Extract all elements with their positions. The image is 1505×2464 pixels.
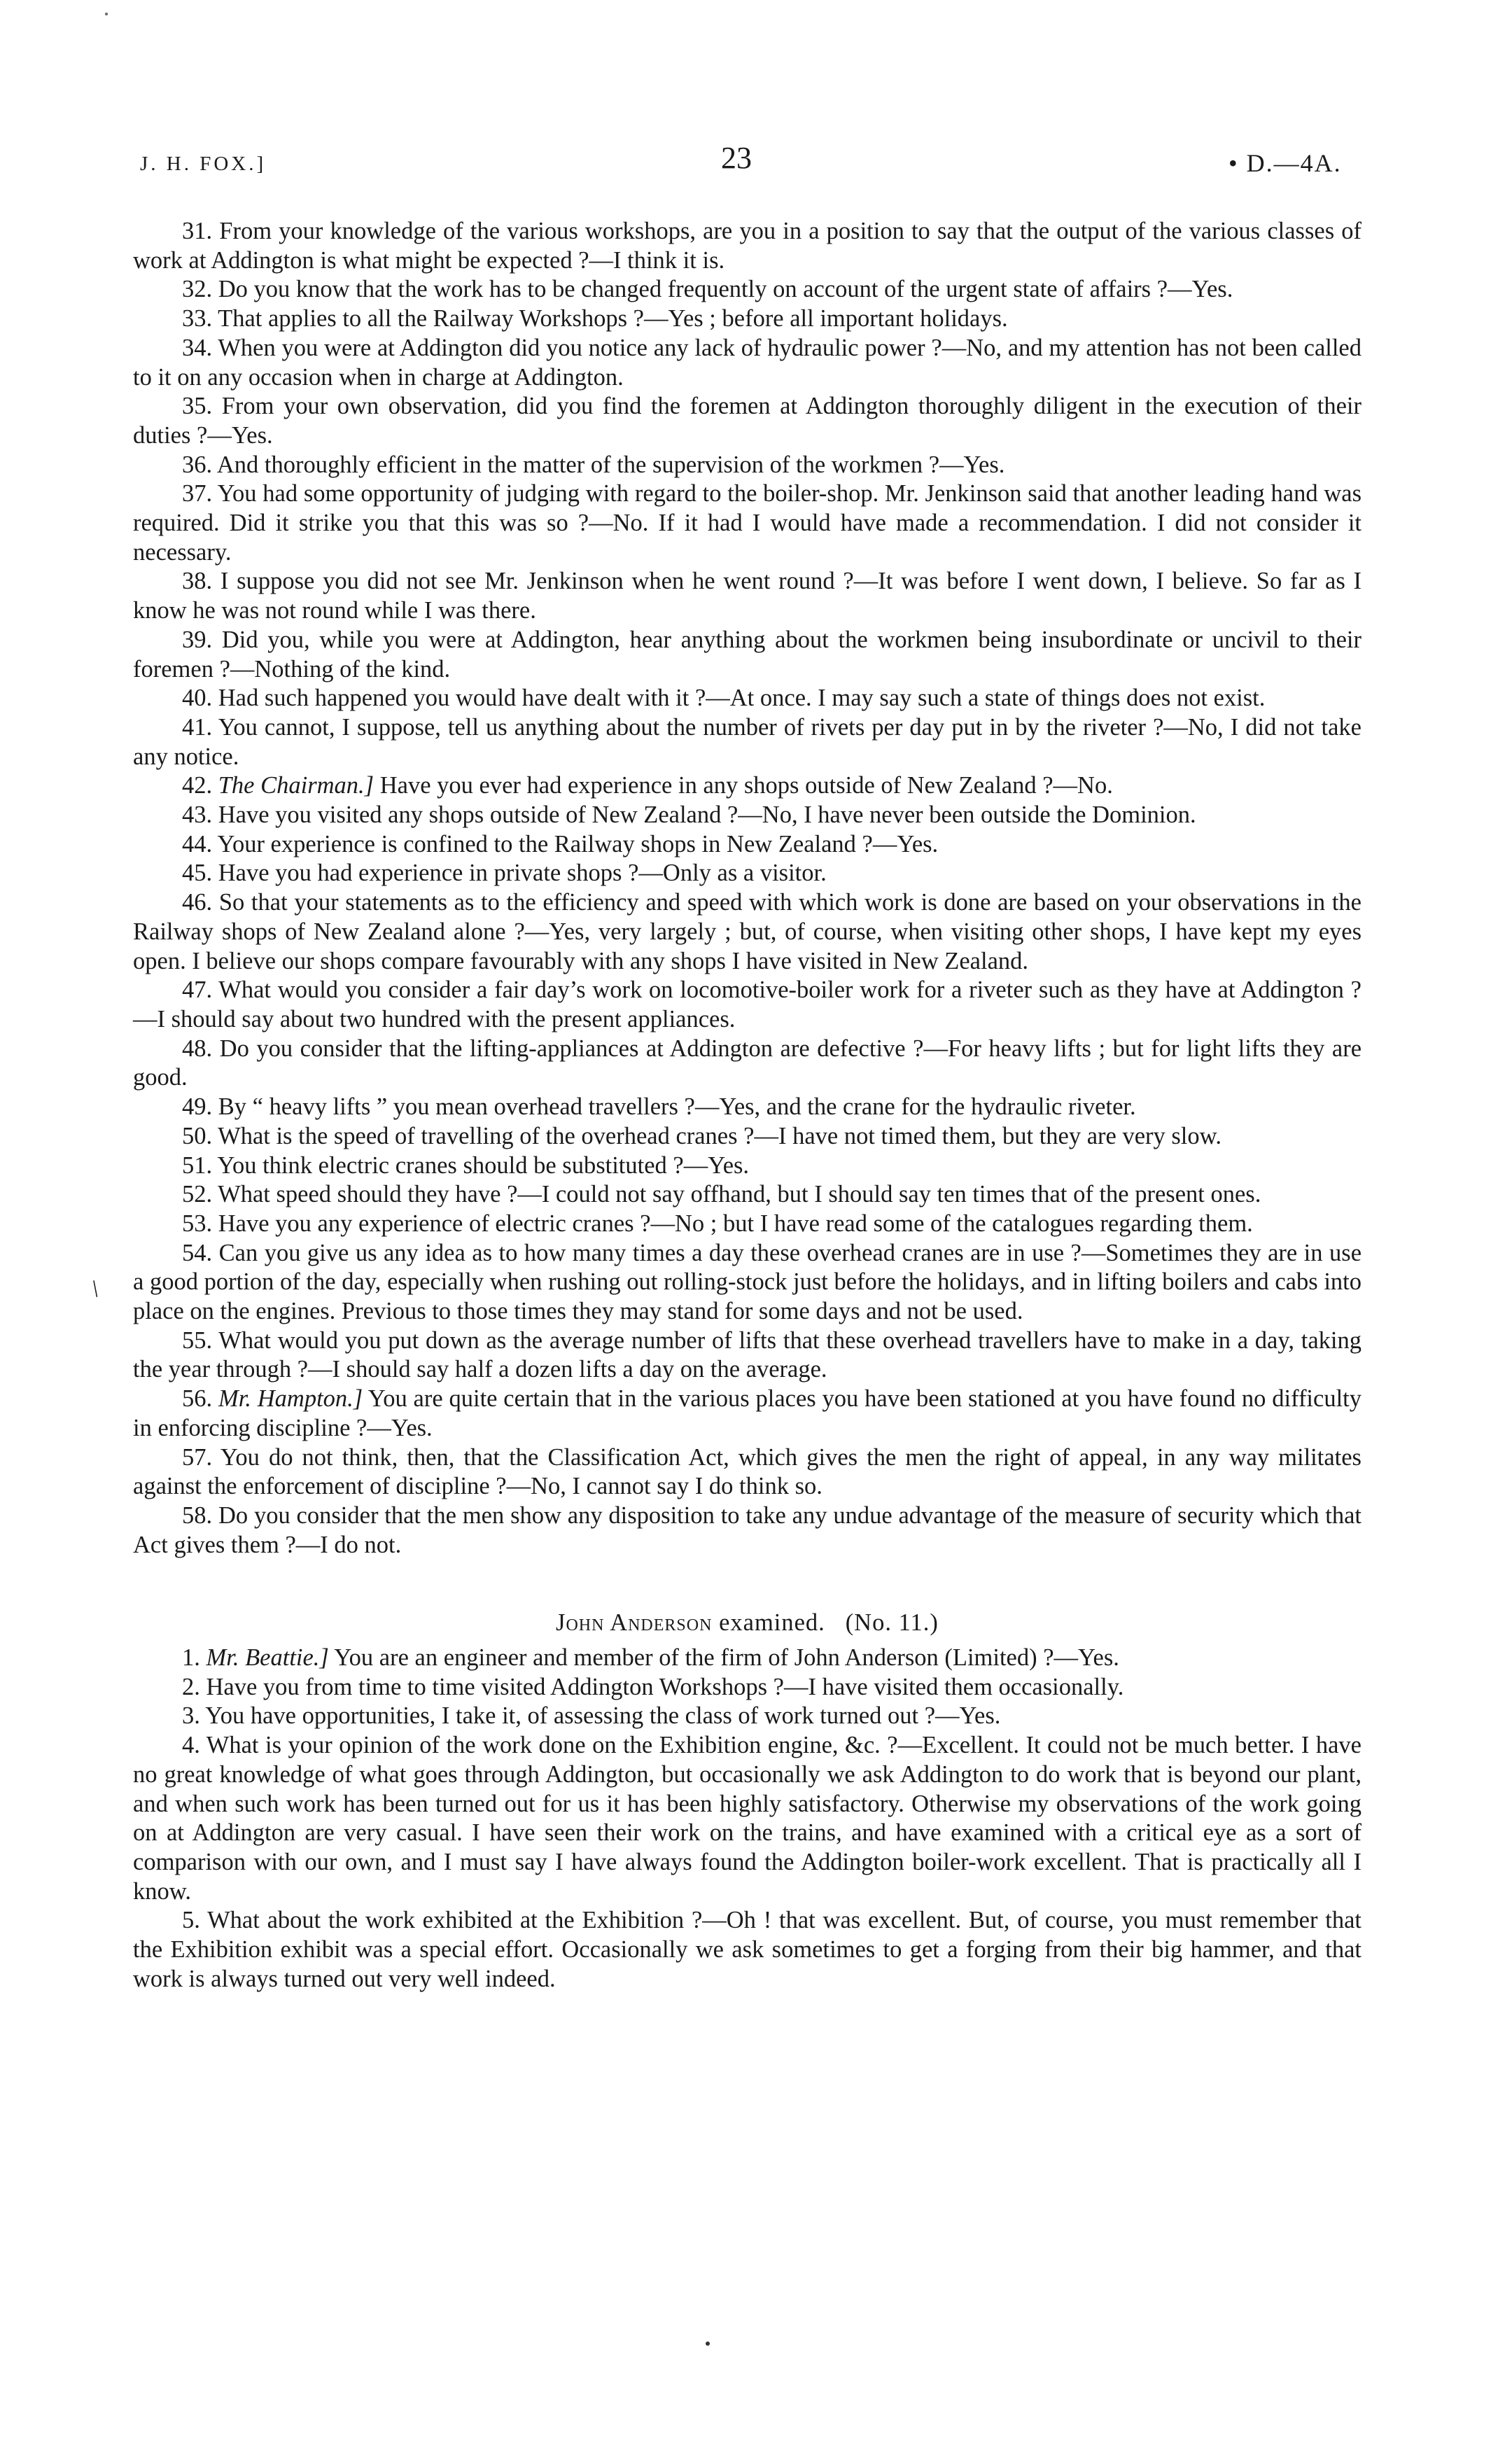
question-number: 42. <box>182 772 213 799</box>
question-text: Do you consider that the men show any disposition to take any undue advantage of the measure of security which that Act gives them ?—I do not. <box>133 1502 1362 1558</box>
question-number: 35. <box>182 393 213 420</box>
question-number: 50. <box>182 1122 213 1149</box>
question-text: What speed should they have ?—I could not say offhand, but I should say ten times that of the present ones. <box>218 1181 1261 1208</box>
question-text: When you were at Addington did you notice any lack of hydraulic power ?—No, and my attention has not been called to it on any occasion when in charge at Addington. <box>133 334 1362 391</box>
question-number: 37. <box>182 480 213 507</box>
question-text: Have you visited any shops outside of New Zealand ?—No, I have never been outside the Dominion. <box>218 802 1196 829</box>
question-text: And thoroughly efficient in the matter of the supervision of the workmen ?—Yes. <box>216 451 1005 478</box>
question-paragraph <box>133 1326 1362 1385</box>
question-number: 53. <box>182 1210 213 1237</box>
question-text: What would you put down as the average number of lifts that these overhead travellers have to make in a day, taking the year through ?—I should say half a dozen lifts a day on the average. <box>133 1326 1362 1383</box>
question-number: 46. <box>182 889 213 916</box>
question-text: You think electric cranes should be substituted ?—Yes. <box>217 1152 750 1179</box>
question-paragraph <box>133 1385 1362 1443</box>
question-text: You have opportunities, I take it, of assessing the class of work turned out ?—Yes. <box>205 1702 1001 1730</box>
question-paragraph <box>133 1731 1362 1906</box>
question-number: 38. <box>182 568 213 595</box>
question-paragraph <box>133 304 1362 334</box>
question-text: From your own observation, did you find the foremen at Addington thoroughly diligent in the execution of their duties ?—Yes. <box>133 393 1362 449</box>
stray-dot <box>105 13 108 15</box>
witness-name: J. H. FOX.] <box>140 153 267 175</box>
question-paragraph <box>133 217 1362 275</box>
question-text: You cannot, I suppose, tell us anything about the number of rivets per day put in by the riveter ?—No, I did not take any notice. <box>133 713 1362 770</box>
question-number: 54. <box>182 1239 213 1266</box>
question-text: You are quite certain that in the various places you have been stationed at you have found no difficulty in enforcing discipline ?—Yes. <box>133 1385 1362 1441</box>
question-text: Have you from time to time visited Addington Workshops ?—I have visited them occasionally. <box>206 1673 1124 1700</box>
question-text: By “ heavy lifts ” you mean overhead travellers ?—Yes, and the crane for the hydraulic riveter. <box>218 1093 1136 1121</box>
question-number: 4. <box>182 1732 200 1759</box>
question-paragraph <box>133 334 1362 392</box>
question-text: Your experience is confined to the Railway shops in New Zealand ?—Yes. <box>217 830 939 858</box>
question-number: 33. <box>182 305 213 332</box>
question-paragraph <box>133 1122 1362 1152</box>
question-text: Do you consider that the lifting-appliances at Addington are defective ?—For heavy lifts ; but for light lifts they are good. <box>133 1035 1362 1091</box>
question-paragraph <box>133 684 1362 713</box>
question-text: You are an engineer and member of the firm of John Anderson (Limited) ?—Yes. <box>334 1644 1119 1672</box>
question-text: Have you ever had experience in any shops outside of New Zealand ?—No. <box>379 772 1113 799</box>
margin-pencil-mark: / <box>86 1276 105 1302</box>
speaker-name: Mr. Hampton.] <box>218 1385 363 1413</box>
question-text: What is the speed of travelling of the overhead cranes ?—I have not timed them, but they are very slow. <box>218 1122 1222 1149</box>
question-number: 31. <box>182 218 213 244</box>
question-number: 45. <box>182 860 213 887</box>
question-paragraph <box>133 479 1362 567</box>
question-number: 40. <box>182 685 213 712</box>
question-text: From your knowledge of the various workshops, are you in a position to say that the output of the various classes of work at Addington is what might be expected ?—I think it is. <box>133 218 1362 274</box>
question-number: 32. <box>182 276 213 303</box>
question-number: 36. <box>182 451 213 478</box>
question-text: You had some opportunity of judging with regard to the boiler-shop. Mr. Jenkinson said that another leading hand was required. Did it strike you that this was so ?—No. If it had I would have made a recommendation. I did not consider it necessary. <box>133 480 1362 566</box>
question-text: What would you consider a fair day’s work on locomotive-boiler work for a riveter such as they have at Addington ?—I should say about two hundred with the present appliances. <box>133 976 1362 1032</box>
question-text: Have you any experience of electric cranes ?—No ; but I have read some of the catalogues regarding them. <box>218 1210 1253 1237</box>
question-number: 49. <box>182 1093 213 1121</box>
question-number: 3. <box>182 1702 200 1730</box>
section-heading <box>133 1609 1362 1638</box>
question-paragraph <box>133 392 1362 450</box>
question-paragraph <box>133 451 1362 480</box>
question-paragraph <box>133 1035 1362 1093</box>
page-number: 23 <box>721 141 752 175</box>
document-reference: • D.—4A. <box>1228 149 1342 177</box>
question-paragraph <box>133 859 1362 888</box>
footer-dot <box>706 2342 710 2346</box>
question-paragraph <box>133 275 1362 304</box>
question-text: What is your opinion of the work done on the Exhibition engine, &c. ?—Excellent. It could not be much better. I have no great knowledge of what goes through Addington, but occasionally we ask Addington to do work that is beyond our plant, and when such work has been turned out for us it has been highly satisfactory. Otherwise my observations of the work going on at Addington are very casual. I have seen their work on the trains, and have examined with a critical eye as a sort of comparison with our own, and I must say I have always found the Addington boiler-work excellent. That is practically all I know. <box>133 1732 1362 1905</box>
question-number: 2. <box>182 1673 200 1700</box>
page-header <box>0 140 1505 189</box>
question-number: 41. <box>182 713 213 741</box>
question-text: Can you give us any idea as to how many times a day these overhead cranes are in use ?—Sometimes they are in use a good portion of the day, especially when rushing out rolling-stock just before the holidays, and in lifting boilers and cabs into place on the engines. Previous to those times they may stand for some days and not be used. <box>133 1239 1362 1325</box>
question-paragraph <box>133 1644 1362 1673</box>
question-text: Do you know that the work has to be changed frequently on account of the urgent state of affairs ?—Yes. <box>218 276 1233 303</box>
question-paragraph <box>133 1239 1362 1326</box>
question-paragraph <box>133 1180 1362 1210</box>
question-paragraph <box>133 713 1362 771</box>
question-paragraph <box>133 888 1362 976</box>
question-paragraph <box>133 771 1362 801</box>
question-text: You do not think, then, that the Classification Act, which gives the men the right of appeal, in any way militates against the enforcement of discipline ?—No, I cannot say I do think so. <box>133 1443 1362 1500</box>
question-text: Did you, while you were at Addington, hear anything about the workmen being insubordinate or uncivil to their foremen ?—Nothing of the kind. <box>133 626 1362 682</box>
question-number: 44. <box>182 830 213 858</box>
question-paragraph <box>133 976 1362 1034</box>
question-paragraph <box>133 1906 1362 1994</box>
question-paragraph <box>133 1443 1362 1502</box>
question-paragraph <box>133 1093 1362 1122</box>
question-number: 52. <box>182 1181 213 1208</box>
question-text: That applies to all the Railway Workshops ?—Yes ; before all important holidays. <box>218 305 1008 332</box>
speaker-name: Mr. Beattie.] <box>206 1644 329 1672</box>
question-paragraph <box>133 1210 1362 1239</box>
evidence-list-anderson <box>133 1644 1362 1994</box>
question-number: 5. <box>182 1907 200 1934</box>
evidence-list-fox <box>133 217 1362 1560</box>
document-body <box>133 217 1362 1994</box>
question-number: 47. <box>182 976 213 1004</box>
question-paragraph <box>133 1152 1362 1181</box>
question-text: I suppose you did not see Mr. Jenkinson when he went round ?—It was before I went down, I believe. So far as I know he was not round while I was there. <box>133 568 1362 624</box>
question-number: 43. <box>182 802 213 829</box>
question-paragraph <box>133 1702 1362 1731</box>
question-text: Have you had experience in private shops ?—Only as a visitor. <box>218 860 827 887</box>
question-number: 51. <box>182 1152 213 1179</box>
question-number: 34. <box>182 334 213 361</box>
question-paragraph <box>133 626 1362 684</box>
question-number: 55. <box>182 1326 213 1354</box>
question-number: 39. <box>182 626 213 653</box>
question-text: So that your statements as to the efficiency and speed with which work is done are based on your observations in the Railway shops of New Zealand alone ?—Yes, very largely ; but, of course, when visiting other shops, I have kept my eyes open. I believe our shops compare favourably with any shops I have visited in New Zealand. <box>133 889 1362 974</box>
question-text: Had such happened you would have dealt with it ?—At once. I may say such a state of things does not exist. <box>218 685 1266 712</box>
question-number: 48. <box>182 1035 213 1062</box>
question-number: 1. <box>182 1644 200 1672</box>
witness-heading-label: examined. <box>719 1609 825 1637</box>
question-number: 57. <box>182 1443 213 1471</box>
question-paragraph <box>133 801 1362 830</box>
witness-heading-name: John Anderson <box>556 1609 713 1637</box>
question-text: What about the work exhibited at the Exhibition ?—Oh ! that was excellent. But, of course, you must remember that the Exhibition exhibit was a special effort. Occasionally we ask sometimes to get a forging from their big hammer, and that work is always turned out very well indeed. <box>133 1907 1362 1992</box>
witness-heading-number: (No. 11.) <box>845 1609 939 1637</box>
question-paragraph <box>133 567 1362 625</box>
question-paragraph <box>133 1673 1362 1702</box>
question-number: 58. <box>182 1502 213 1529</box>
speaker-name: The Chairman.] <box>218 772 374 799</box>
question-number: 56. <box>182 1385 213 1413</box>
question-paragraph <box>133 1502 1362 1560</box>
question-paragraph <box>133 830 1362 860</box>
